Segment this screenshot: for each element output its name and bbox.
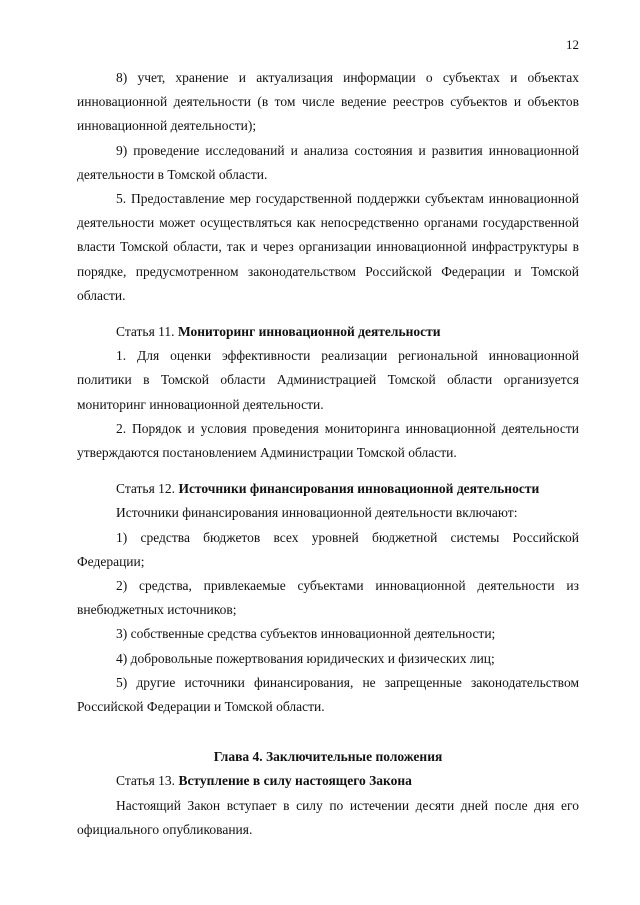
clause-paragraph: 5. Предоставление мер государственной поддержки субъектам инновационной деятельности может осуществляться как непосредственно органами государственной власти Томской области, так и через организации инновационной инфраструктуры в порядке, предусмотренном законодательством Российской Федерации и Томской области. bbox=[77, 191, 579, 303]
article-11-paragraph: 2. Порядок и условия проведения мониторинга инновационной деятельности утверждаются постановлением Администрации Томской области. bbox=[77, 420, 579, 461]
list-item: 8) учет, хранение и актуализация информации о субъектах и объектах инновационной деятельности (в том числе ведение реестров субъектов и объектов инновационной деятельности); bbox=[77, 70, 579, 134]
article-13-paragraph: Настоящий Закон вступает в силу по истечении десяти дней после дня его официального опубликования. bbox=[77, 797, 579, 837]
article-11-paragraph: 1. Для оценки эффективности реализации региональной инновационной политики в Томской области Администрацией Томской области организуется мониторинг инновационной деятельности. bbox=[77, 348, 579, 412]
list-item: 9) проведение исследований и анализа состояния и развития инновационной деятельности в Томской области. bbox=[77, 142, 579, 182]
spacer bbox=[77, 719, 579, 745]
article-13-prefix: Статья 13. bbox=[116, 773, 179, 789]
article-12-paragraph: 2) средства, привлекаемые субъектами инновационной деятельности из внебюджетных источников; bbox=[77, 578, 579, 618]
article-11-title: Мониторинг инновационной деятельности bbox=[177, 324, 441, 340]
article-12-heading bbox=[77, 477, 579, 501]
article-12-title: Источники финансирования инновационной деятельности bbox=[178, 481, 540, 497]
article-11-prefix: Статья 11. bbox=[116, 324, 178, 340]
article-12-paragraph: 5) другие источники финансирования, не запрещенные законодательством Российской Федерации и Томской области. bbox=[77, 674, 579, 715]
article-12-paragraph: Источники финансирования инновационной деятельности включают: bbox=[116, 505, 518, 521]
spacer bbox=[77, 308, 579, 320]
article-12-paragraph: 1) средства бюджетов всех уровней бюджетной системы Российской Федерации; bbox=[77, 529, 579, 569]
chapter-4-heading: Глава 4. Заключительные положения bbox=[213, 749, 443, 765]
article-11-heading bbox=[77, 320, 579, 344]
article-12-paragraph: 4) добровольные пожертвования юридических и физических лиц; bbox=[116, 650, 495, 666]
article-12-prefix: Статья 12. bbox=[116, 481, 179, 497]
article-13-title: Вступление в силу настоящего Закона bbox=[178, 773, 412, 789]
spacer bbox=[77, 465, 579, 477]
document-body bbox=[77, 66, 579, 842]
page-number: 12 bbox=[566, 37, 579, 52]
article-13-heading bbox=[77, 769, 579, 793]
article-12-paragraph: 3) собственные средства субъектов инновационной деятельности; bbox=[116, 626, 496, 642]
